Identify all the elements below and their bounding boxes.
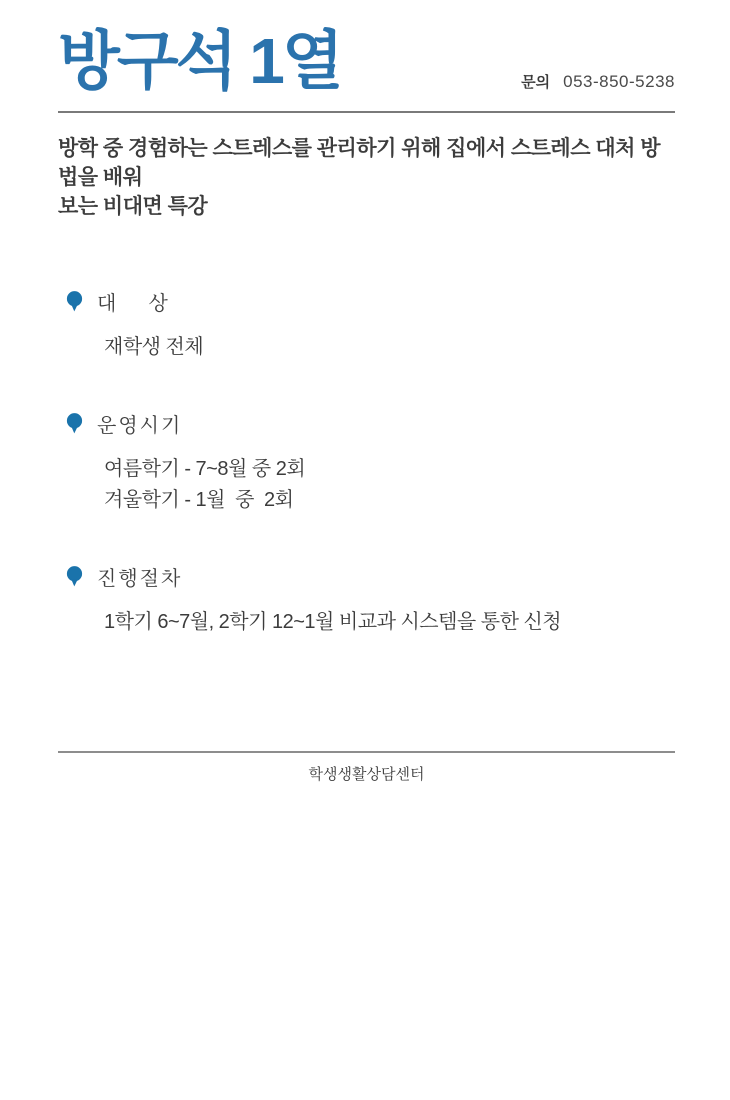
footer-org-name: 학생생활상담센터 — [308, 765, 425, 783]
section-body — [58, 454, 675, 516]
header — [58, 24, 675, 100]
description-line: 방학 중 경험하는 스트레스를 관리하기 위해 집에서 스트레스 대처 방법을 배워 — [58, 136, 661, 189]
section-heading — [58, 562, 675, 591]
section-heading — [58, 287, 675, 316]
section-target — [58, 287, 675, 363]
page-title: 방구석 1열 — [58, 25, 341, 97]
contact-info — [521, 71, 675, 100]
section-heading — [58, 409, 675, 438]
speech-balloon-bullet-icon — [66, 566, 83, 587]
header-divider — [58, 111, 675, 113]
section-heading-label: 진행절차 — [97, 567, 183, 590]
section-schedule — [58, 409, 675, 516]
section-procedure — [58, 562, 675, 638]
description-line: 보는 비대면 특강 — [58, 194, 208, 218]
contact-phone-number: 053-850-5238 — [563, 71, 675, 91]
section-content-line: 재학생 전체 — [104, 335, 204, 358]
program-description — [58, 134, 675, 221]
contact-label: 문의 — [521, 73, 551, 91]
speech-balloon-bullet-icon — [66, 413, 83, 434]
footer — [58, 751, 675, 784]
section-heading-label: 대 상 — [97, 292, 170, 315]
speech-balloon-bullet-icon — [66, 291, 83, 312]
section-heading-label: 운영시기 — [97, 414, 183, 437]
section-body — [58, 332, 675, 363]
section-body — [58, 607, 675, 638]
footer-divider — [58, 751, 675, 753]
section-content-line: 여름학기 - 7~8월 중 2회 — [104, 457, 306, 480]
section-content-line: 겨울학기 - 1월 중 2회 — [104, 488, 294, 511]
section-content-line: 1학기 6~7월, 2학기 12~1월 비교과 시스템을 통한 신청 — [104, 610, 562, 633]
